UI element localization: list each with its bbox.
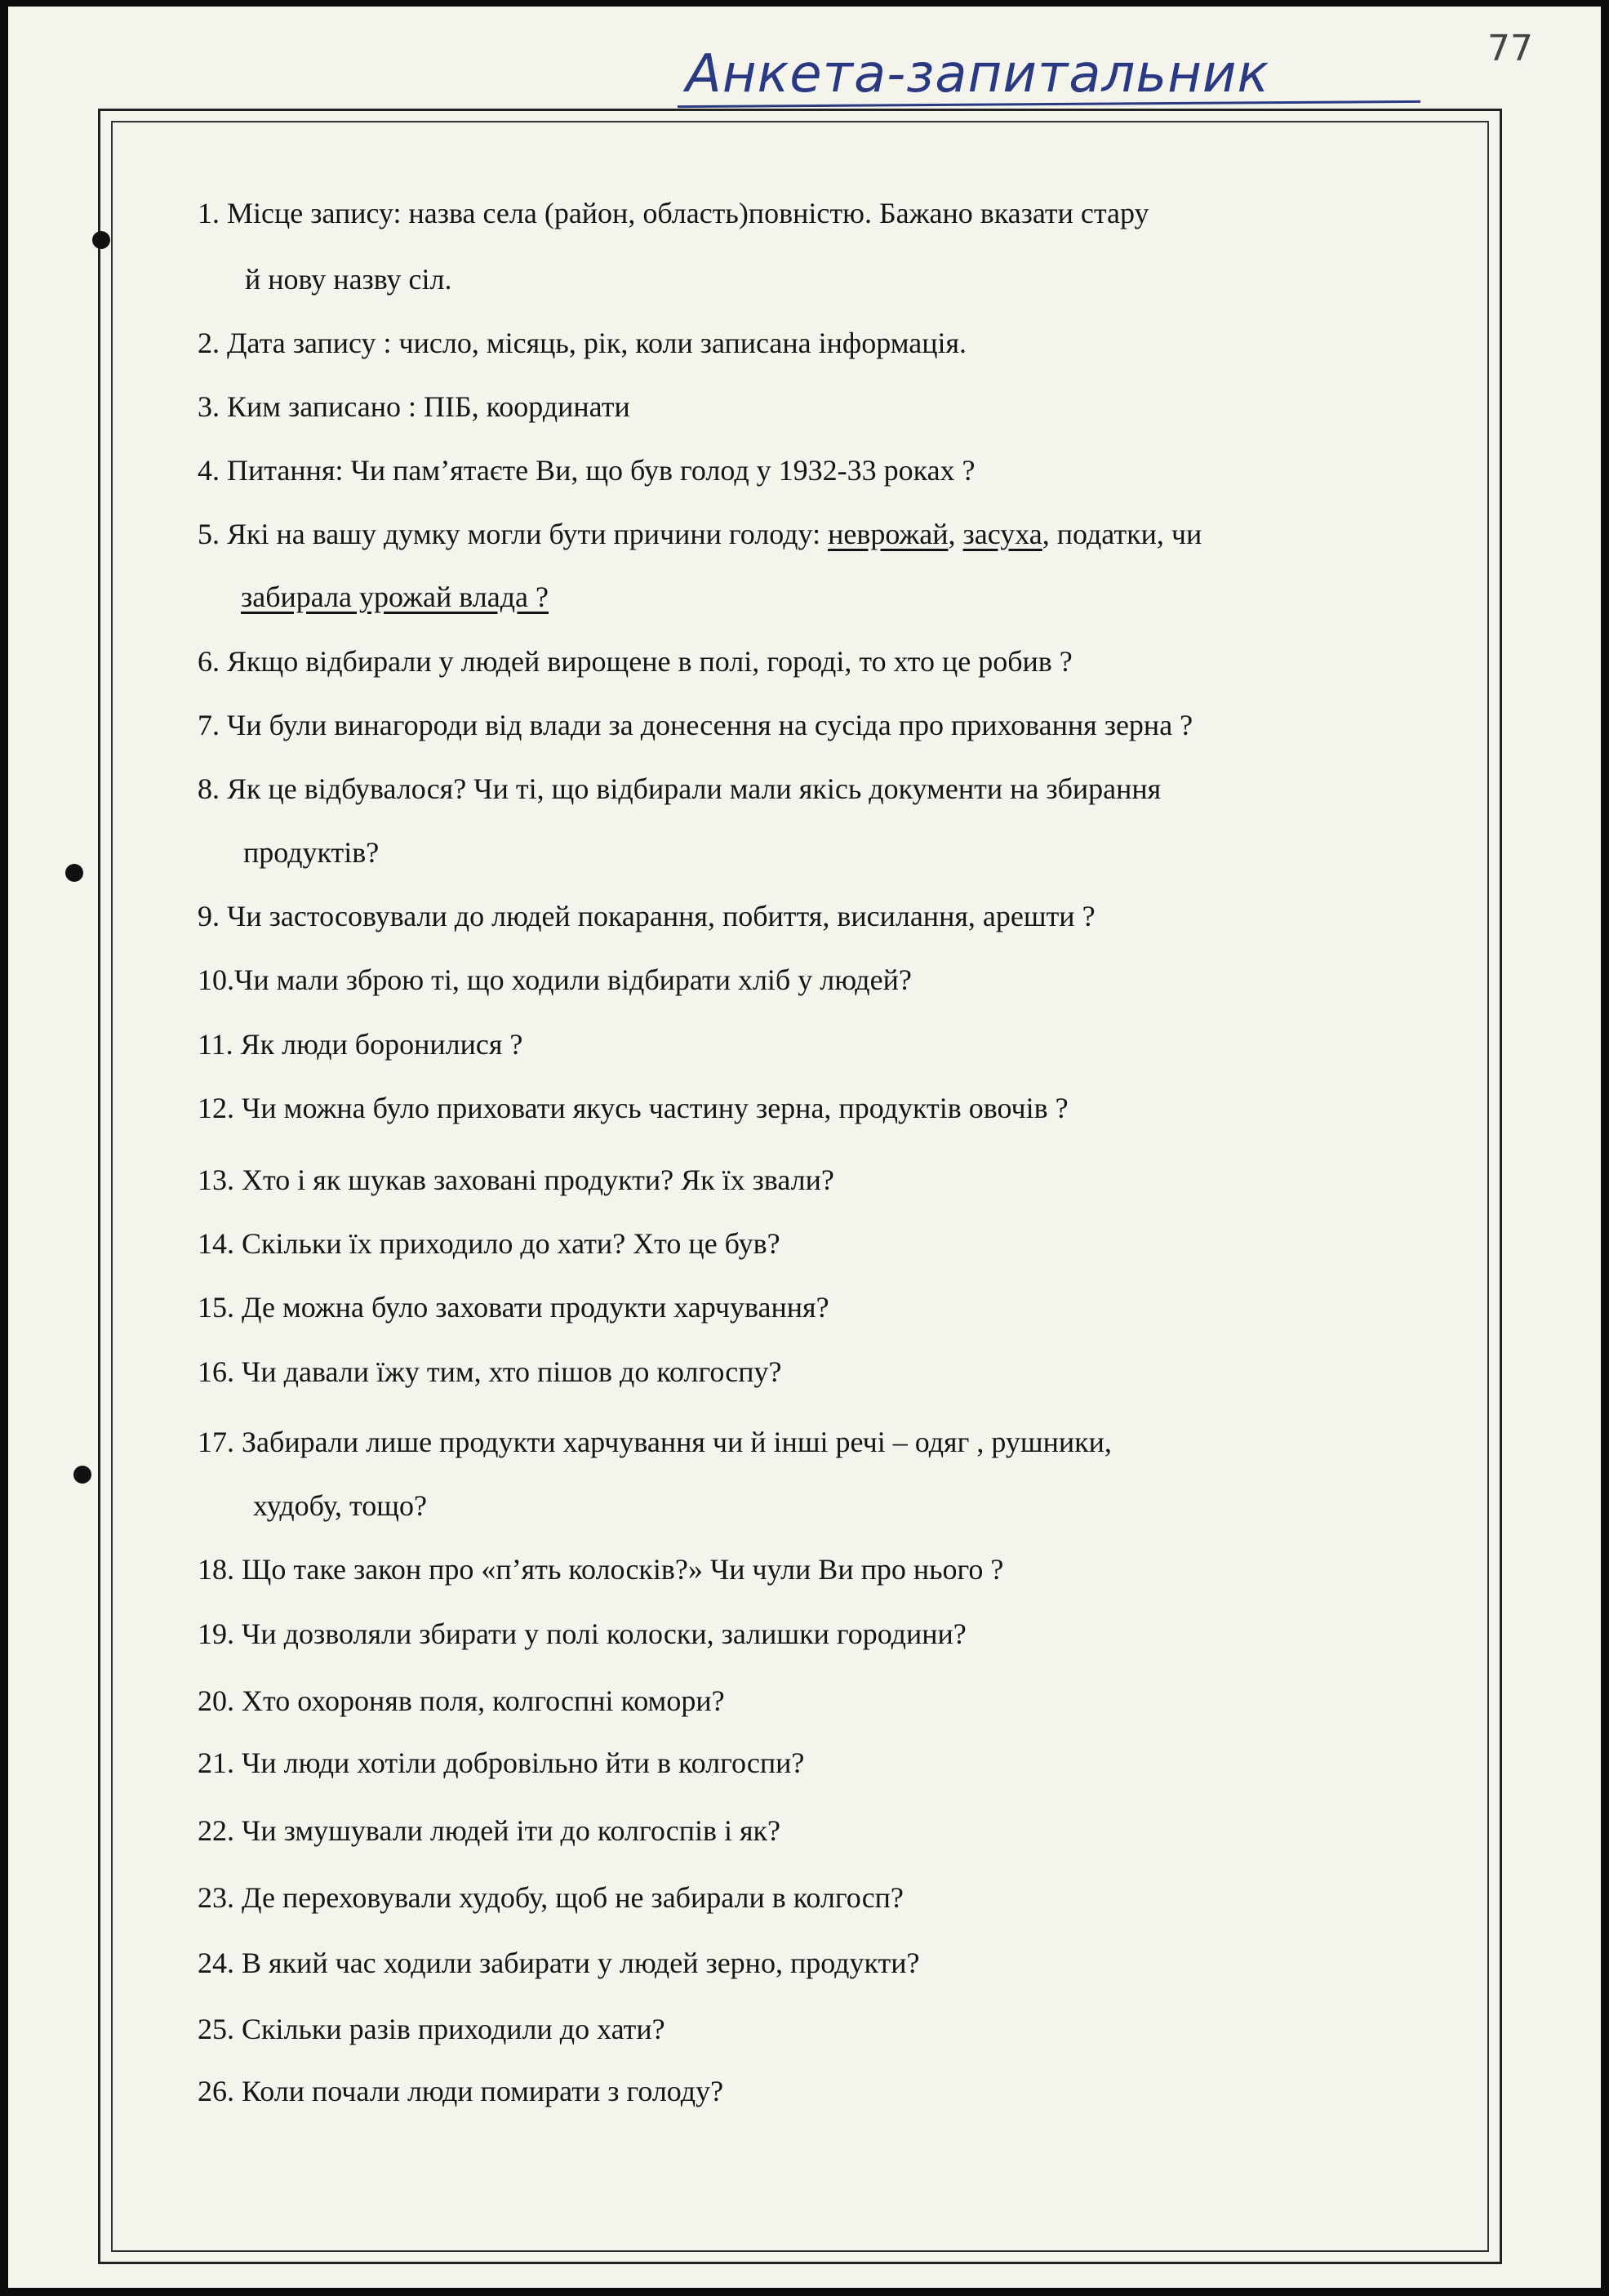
question-number: 23. — [198, 1881, 234, 1914]
question-number: 12. — [198, 1092, 234, 1124]
question-24 — [198, 1946, 919, 1980]
question-text: Якщо відбирали у людей вирощене в полі, городі, то хто це робив ? — [227, 645, 1073, 678]
underlined-option-government: забирала урожай влада ? — [241, 581, 549, 613]
question-8 — [198, 772, 1161, 806]
question-number: 5. — [198, 518, 220, 550]
question-6 — [198, 644, 1073, 679]
question-text: Чи давали їжу тим, хто пішов до колгоспу? — [242, 1355, 782, 1388]
question-number: 13. — [198, 1164, 234, 1196]
question-17-continued — [253, 1488, 427, 1523]
question-text: Що таке закон про «п’ять колосків?» Чи чули Ви про нього ? — [242, 1553, 1004, 1586]
question-1-continued — [245, 262, 451, 296]
question-23 — [198, 1880, 904, 1915]
question-number: 6. — [198, 645, 220, 678]
question-text: Де можна було заховати продукти харчування? — [242, 1291, 829, 1324]
question-number: 15. — [198, 1291, 234, 1324]
question-5-continued — [241, 580, 549, 614]
question-number: 24. — [198, 1947, 234, 1979]
question-20 — [198, 1684, 725, 1718]
question-10 — [198, 963, 912, 997]
question-18 — [198, 1552, 1003, 1586]
question-number: 20. — [198, 1684, 234, 1717]
question-number: 17. — [198, 1426, 234, 1458]
underlined-option-crop-failure: неврожай — [828, 518, 949, 550]
question-text: Хто і як шукав заховані продукти? Як їх звали? — [242, 1164, 834, 1196]
question-number: 8. — [198, 772, 220, 805]
question-text: В який час ходили забирати у людей зерно, продукти? — [242, 1947, 920, 1979]
question-8-continued — [243, 835, 379, 870]
question-7 — [198, 708, 1193, 742]
question-number: 14. — [198, 1227, 234, 1260]
question-text: Де переховували худобу, щоб не забирали в колгосп? — [242, 1881, 904, 1914]
question-number: 10. — [198, 963, 234, 996]
question-5 — [198, 517, 1202, 551]
question-number: 16. — [198, 1355, 234, 1388]
question-text: , — [948, 518, 963, 550]
question-22 — [198, 1813, 780, 1848]
question-text-continued: продуктів? — [243, 836, 380, 869]
question-text: Питання: Чи пам’ятаєте Ви, що був голод у 1932-33 роках ? — [227, 454, 976, 487]
question-text: Чи застосовували до людей покарання, побиття, висилання, арешти ? — [227, 900, 1096, 932]
question-text: Чи змушували людей іти до колгоспів і як? — [242, 1814, 781, 1847]
question-2 — [198, 326, 967, 360]
question-text: , податки, чи — [1042, 518, 1202, 550]
question-11 — [198, 1027, 522, 1061]
question-21 — [198, 1746, 804, 1780]
question-number: 7. — [198, 709, 220, 741]
question-text: Чи мали зброю ті, що ходили відбирати хліб у людей? — [234, 963, 912, 996]
question-1 — [198, 196, 1149, 230]
question-text-continued: худобу, тощо? — [253, 1489, 427, 1522]
question-9 — [198, 899, 1096, 933]
question-number: 26. — [198, 2075, 234, 2107]
question-text: Ким записано : ПІБ, координати — [227, 390, 630, 423]
question-number: 18. — [198, 1553, 234, 1586]
question-number: 25. — [198, 2013, 234, 2045]
punch-hole-bottom — [73, 1466, 91, 1484]
question-number: 2. — [198, 327, 220, 359]
question-text: Скільки разів приходили до хати? — [242, 2013, 665, 2045]
question-text-continued: й нову назву сіл. — [245, 263, 452, 296]
question-text: Як люди боронилися ? — [240, 1028, 523, 1061]
question-text: Чи були винагороди від влади за донесення на сусіда про приховання зерна ? — [227, 709, 1193, 741]
question-number: 1. — [198, 197, 220, 229]
question-number: 4. — [198, 454, 220, 487]
question-number: 21. — [198, 1746, 234, 1779]
question-12 — [198, 1091, 1069, 1125]
questionnaire-page — [8, 7, 1601, 2288]
question-text: Чи дозволяли збирати у полі колоски, залишки городини? — [242, 1617, 967, 1650]
question-3 — [198, 389, 630, 424]
page-number: 77 — [1487, 28, 1533, 69]
question-text: Забирали лише продукти харчування чи й інші речі – одяг , рушники, — [242, 1426, 1112, 1458]
question-14 — [198, 1226, 780, 1261]
punch-hole-top — [92, 231, 110, 249]
question-13 — [198, 1163, 834, 1197]
question-number: 9. — [198, 900, 220, 932]
question-text: Коли почали люди помирати з голоду? — [242, 2075, 724, 2107]
question-4 — [198, 453, 976, 487]
question-text: Чи можна було приховати якусь частину зерна, продуктів овочів ? — [242, 1092, 1069, 1124]
question-text: Місце запису: назва села (район, область)повністю. Бажано вказати стару — [227, 197, 1149, 229]
question-16 — [198, 1355, 781, 1389]
punch-hole-middle — [65, 864, 83, 882]
question-text: Дата запису : число, місяць, рік, коли записана інформація. — [227, 327, 967, 359]
question-19 — [198, 1617, 967, 1651]
question-text: Чи люди хотіли добровільно йти в колгоспи? — [242, 1746, 805, 1779]
question-number: 3. — [198, 390, 220, 423]
question-text: Які на вашу думку могли бути причини голоду: — [227, 518, 829, 550]
question-text: Скільки їх приходило до хати? Хто це був? — [242, 1227, 780, 1260]
question-17 — [198, 1425, 1112, 1459]
handwritten-title: Анкета-запитальник — [686, 44, 1270, 105]
question-number: 19. — [198, 1617, 234, 1650]
question-text: Як це відбувалося? Чи ті, що відбирали мали якісь документи на збирання — [227, 772, 1162, 805]
question-26 — [198, 2074, 723, 2108]
question-number: 11. — [198, 1028, 233, 1061]
underlined-option-drought: засуха — [962, 518, 1042, 550]
question-text: Хто охороняв поля, колгоспні комори? — [242, 1684, 725, 1717]
question-25 — [198, 2012, 665, 2046]
question-15 — [198, 1290, 829, 1324]
question-number: 22. — [198, 1814, 234, 1847]
